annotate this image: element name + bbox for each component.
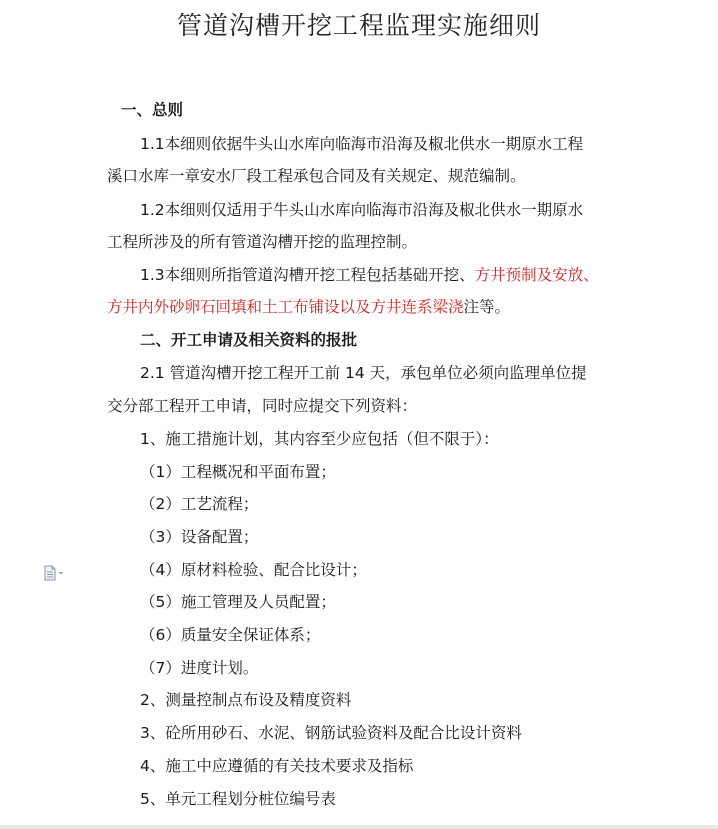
paragraph-1-3-line2-text: 注等。	[463, 298, 511, 316]
list-item: （5）施工管理及人员配置；	[140, 593, 336, 611]
paragraph-1-3-line2	[107, 297, 510, 317]
page-bottom-divider	[0, 825, 718, 829]
paragraph-1-3-line2-highlight: 方井内外砂卵石回填和土工布铺设以及方井连系梁浇	[107, 298, 464, 316]
paragraph-1-1-line1: 1.1本细则依据牛头山水库向临海市沿海及椒北供水一期原水工程	[140, 135, 584, 153]
list-item: （6）质量安全保证体系；	[140, 626, 321, 644]
paragraph-1-3-line1-highlight: 方井预制及安放、	[474, 266, 599, 284]
list-item: （1）工程概况和平面布置；	[140, 463, 336, 481]
section-heading-general: 一、总则	[121, 101, 184, 119]
list-item: 1、施工措施计划，其内容至少应包括（但不限于）：	[140, 430, 499, 448]
document-title: 管道沟槽开挖工程监理实施细则	[176, 11, 541, 40]
list-item: 5、单元工程划分桩位编号表	[140, 790, 336, 808]
paragraph-1-2-line2: 工程所涉及的所有管道沟槽开挖的监理控制。	[107, 233, 418, 251]
paragraph-2-1-line2: 交分部工程开工申请，同时应提交下列资料：	[107, 397, 418, 415]
paragraph-1-2-line1: 1.2本细则仅适用于牛头山水库向临海市沿海及椒北供水一期原水	[140, 201, 584, 219]
list-item: （3）设备配置；	[140, 528, 259, 546]
list-item: 4、施工中应遵循的有关技术要求及指标	[140, 757, 414, 775]
list-item: （7）进度计划。	[140, 659, 259, 677]
paragraph-1-3-line1-text: 1.3本细则所指管道沟槽开挖工程包括基础开挖、	[140, 266, 475, 284]
paragraph-1-1-line2: 溪口水库一章安水厂段工程承包合同及有关规定、规范编制。	[107, 167, 526, 185]
list-item: （2）工艺流程；	[140, 495, 259, 513]
list-item: 3、砼所用砂石、水泥、钢筋试验资料及配合比设计资料	[140, 724, 522, 742]
section-heading-application: 二、开工申请及相关资料的报批	[140, 331, 358, 349]
document-options-icon[interactable]	[43, 565, 67, 581]
list-item: （4）原材料检验、配合比设计；	[140, 561, 367, 579]
paragraph-1-3-line1	[140, 265, 599, 285]
paragraph-2-1-line1: 2.1 管道沟槽开挖工程开工前 14 天，承包单位必须向监理单位提	[140, 364, 587, 382]
list-item: 2、测量控制点布设及精度资料	[140, 691, 352, 709]
